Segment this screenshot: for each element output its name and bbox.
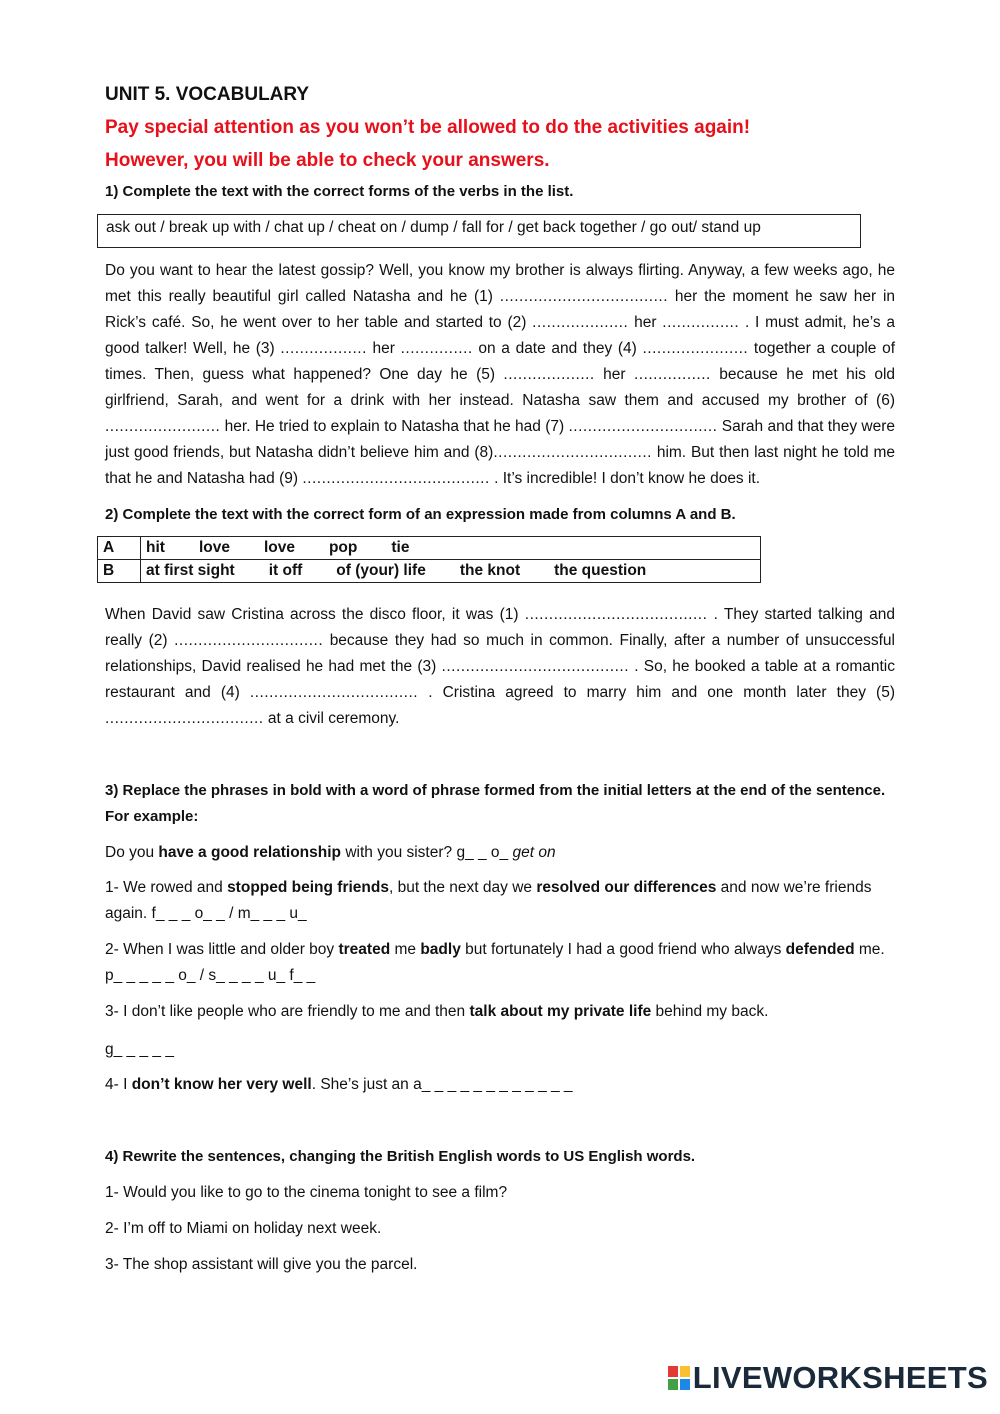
- blank-7[interactable]: ...............................: [568, 418, 718, 435]
- warning-line-1: Pay special attention as you won’t be allowed to do the activities again!: [105, 117, 751, 138]
- table-row: [98, 537, 761, 560]
- exercise-1-instruction: 1) Complete the text with the correct forms of the verbs in the list.: [105, 183, 574, 200]
- blank-1[interactable]: ......................................: [524, 606, 708, 623]
- blank-4[interactable]: ......................: [642, 340, 749, 357]
- logo-mark-icon: [668, 1366, 690, 1390]
- logo-text: LIVEWORKSHEETS: [692, 1360, 988, 1395]
- blank-2[interactable]: ...............................: [174, 632, 324, 649]
- word-b: at first sight: [146, 562, 235, 579]
- word-a: love: [198, 539, 230, 556]
- example-answer: get on: [512, 844, 556, 861]
- word-a: hit: [146, 539, 165, 556]
- blank-5[interactable]: .................................: [105, 710, 264, 727]
- worksheet: [105, 84, 895, 1278]
- columns-table: [97, 536, 761, 583]
- exercise-3-example: Do you have a good relationship with you sister? g_ _ o_ get on: [105, 844, 556, 861]
- word-b: of (your) life: [336, 562, 426, 579]
- exercise-4-instruction: 4) Rewrite the sentences, changing the British English words to US English words.: [105, 1148, 696, 1165]
- blank-9[interactable]: .......................................: [302, 470, 490, 487]
- page-title: UNIT 5. VOCABULARY: [105, 84, 310, 105]
- blank-5[interactable]: ...................: [503, 366, 595, 383]
- blank-2b[interactable]: ................: [662, 314, 740, 331]
- table-row: [98, 560, 761, 583]
- blank-2[interactable]: ....................: [532, 314, 629, 331]
- warning-line-2: However, you will be able to check your answers.: [105, 150, 550, 171]
- word-a: love: [263, 539, 295, 556]
- blank-1[interactable]: ...................................: [499, 288, 669, 305]
- blank-3[interactable]: .......................................: [441, 658, 629, 675]
- exercise-4-item: 3- The shop assistant will give you the parcel.: [105, 1256, 418, 1273]
- exercise-3-item-3-letters: g_ _ _ _ _: [105, 1041, 174, 1058]
- word-a: tie: [391, 539, 410, 556]
- blank-3b[interactable]: ...............: [400, 340, 473, 357]
- word-b: it off: [268, 562, 303, 579]
- blank-5b[interactable]: ................: [633, 366, 711, 383]
- liveworksheets-logo: [668, 1360, 988, 1396]
- word-a: pop: [328, 539, 358, 556]
- blank-4[interactable]: ...................................: [249, 684, 419, 701]
- word-b: the question: [554, 562, 647, 579]
- exercise-1-text: Do you want to hear the latest gossip? Well, you know my brother is always flirting. Anyway, a few weeks ago, he met this really beautiful girl called Natasha and he (1) ................................... her the moment he saw her in Rick’s café. So, he went over to her table and started to (2) .................... her ................ . I must admit, he’s a good talker! Well, he (3) .................. her ............... on a date and they (4) ...................... together a couple of times. Then, guess what happened? One day he (5) ................... her ................ because he met his old girlfriend, Sarah, and went for a drink with her instead. Natasha saw them and accused my brother of (6) ........................ her. He tried to explain to Natasha that he had (7) ............................... Sarah and that they were just good friends, but Natasha didn’t believe him and (8)................................. him. But then last night he told me that he and Natasha had (9) ....................................... . It’s incredible! I don’t know he does it.: [105, 262, 896, 487]
- verb-list-box: ask out / break up with / chat up / cheat on / dump / fall for / get back together / go out/ stand up: [97, 214, 861, 248]
- exercise-3-item-2: 2- When I was little and older boy treated me badly but fortunately I had a good friend who always defended me. p_ _ _ _ _ o_ / s_ _ _ _ u_ f_ _: [105, 941, 885, 984]
- exercise-3-item-1: 1- We rowed and stopped being friends, but the next day we resolved our differences and now we’re friends again. f_ _ _ o_ _ / m_ _ _ u_: [105, 879, 872, 922]
- row-key: B: [98, 560, 141, 583]
- word-b: the knot: [459, 562, 521, 579]
- exercise-2-text: When David saw Cristina across the disco floor, it was (1) ...................................... . They started talking and really (2) ............................... because they had so much in common. Finally, after a number of unsuccessful relationships, David realised he had met the (3) ....................................... . So, he booked a table at a romantic restaurant and (4) ................................... . Cristina agreed to marry him and one month later they (5) ................................. at a civil ceremony.: [105, 606, 895, 727]
- exercise-4-item: 2- I’m off to Miami on holiday next week.: [105, 1220, 382, 1237]
- blank-6[interactable]: ........................: [105, 418, 221, 435]
- exercise-4-item: 1- Would you like to go to the cinema tonight to see a film?: [105, 1184, 508, 1201]
- exercise-3-instruction: 3) Replace the phrases in bold with a word of phrase formed from the initial letters at the end of the sentence. For example:: [105, 782, 886, 825]
- exercise-3-item-4: 4- I don’t know her very well. She’s just an a_ _ _ _ _ _ _ _ _ _ _ _: [105, 1076, 573, 1093]
- exercise-3-item-3: 3- I don’t like people who are friendly to me and then talk about my private life behind my back.: [105, 1003, 769, 1020]
- blank-8[interactable]: .................................: [493, 444, 652, 461]
- exercise-2-instruction: 2) Complete the text with the correct form of an expression made from columns A and B.: [105, 506, 736, 523]
- blank-3[interactable]: ..................: [280, 340, 367, 357]
- row-key: A: [98, 537, 141, 560]
